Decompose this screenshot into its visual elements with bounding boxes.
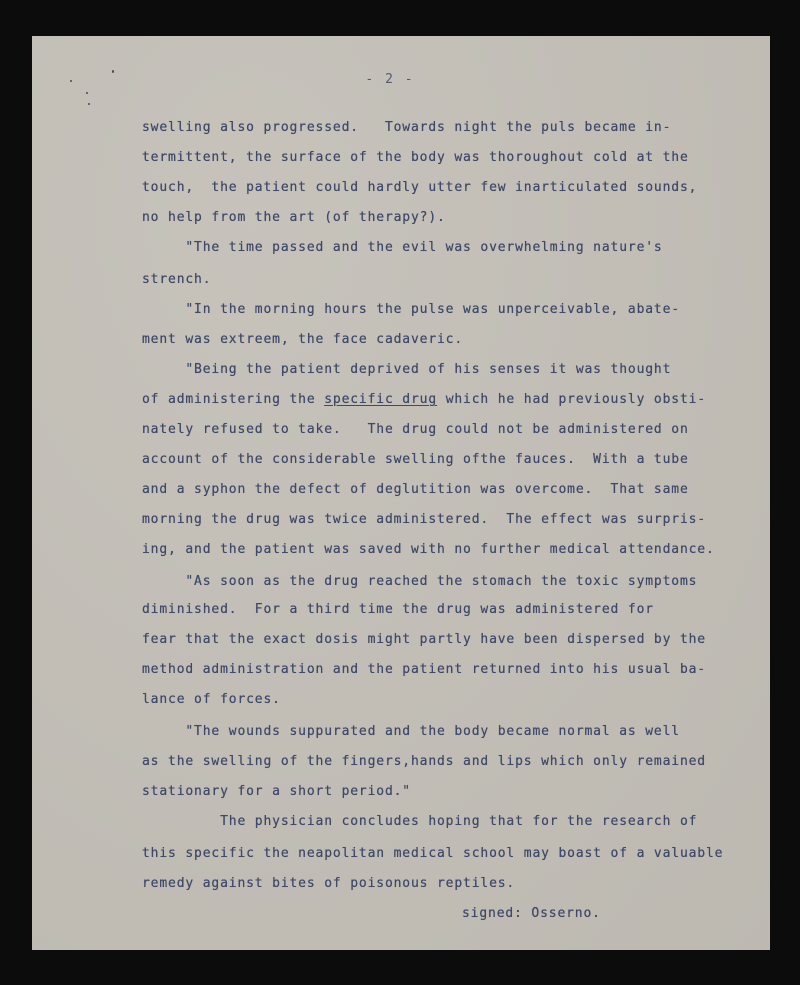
text-line: "As soon as the drug reached the stomach the toxic symptoms [142,574,698,589]
ink-speck [86,92,88,94]
text-line: ing, and the patient was saved with no further medical attendance. [142,542,715,557]
text-line: "The wounds suppurated and the body became normal as well [142,724,680,739]
text-line: as the swelling of the fingers,hands and lips which only remained [142,754,706,769]
page-number: - 2 - [365,72,415,87]
text-line: of administering the specific drug which he had previously obsti- [142,392,706,407]
text-line: The physician concludes hoping that for the research of [142,814,698,829]
text-line: diminished. For a third time the drug was administered for [142,602,654,617]
text-line: "In the morning hours the pulse was unperceivable, abate- [142,302,680,317]
underlined-phrase: specific drug [324,392,438,407]
ink-speck [70,80,72,82]
text-line: termittent, the surface of the body was thoroughout cold at the [142,150,689,165]
text-line: stationary for a short period." [142,784,411,799]
text-line: morning the drug was twice administered. The effect was surpris- [142,512,706,527]
text-line: ment was extreem, the face cadaveric. [142,332,464,347]
text-line: strench. [142,272,212,287]
text-line: fear that the exact dosis might partly have been dispersed by the [142,632,706,647]
text-line: remedy against bites of poisonous reptiles. [142,876,516,891]
text-line: no help from the art (of therapy?). [142,210,446,225]
text-line: "Being the patient deprived of his senses it was thought [142,362,672,377]
text-line: "The time passed and the evil was overwhelming nature's [142,240,663,255]
text-line: nately refused to take. The drug could not be administered on [142,422,689,437]
ink-speck [88,103,90,105]
text-line: and a syphon the defect of deglutition was overcome. That same [142,482,689,497]
ink-speck [112,70,114,73]
text-line: touch, the patient could hardly utter few inarticulated sounds, [142,180,698,195]
text-line: lance of forces. [142,692,281,707]
signature-line: signed: Osserno. [462,906,601,921]
text-line: this specific the neapolitan medical school may boast of a valuable [142,846,724,861]
text-line: account of the considerable swelling ofthe fauces. With a tube [142,452,689,467]
text-line: method administration and the patient returned into his usual ba- [142,662,706,677]
text-line: swelling also progressed. Towards night the puls became in- [142,120,672,135]
